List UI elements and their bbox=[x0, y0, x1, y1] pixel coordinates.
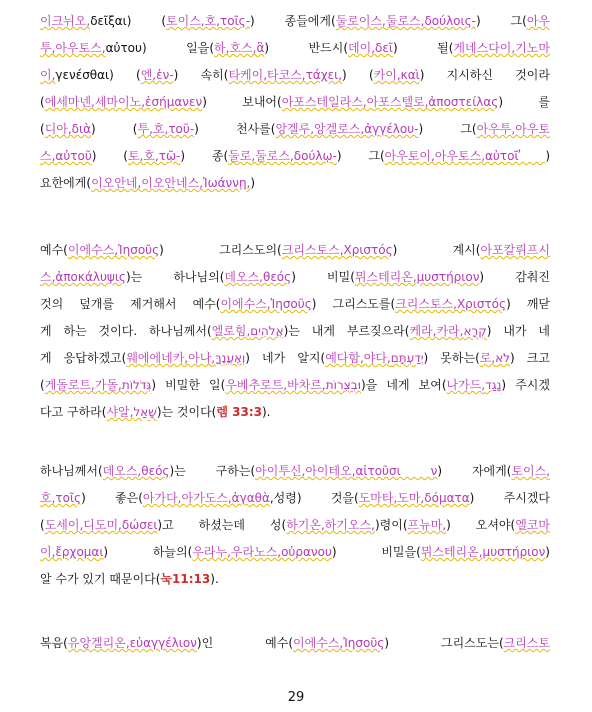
body-text: 것의 덮개를 제거해서 예수( bbox=[40, 297, 221, 311]
body-text: ) ( bbox=[342, 68, 374, 82]
paragraph bbox=[40, 630, 550, 657]
text-line bbox=[40, 116, 550, 143]
text-line bbox=[40, 264, 550, 291]
body-text: 하나님께서( bbox=[40, 464, 103, 478]
text-line bbox=[40, 170, 550, 197]
text-line bbox=[40, 630, 550, 657]
body-text: ) 비밀을( bbox=[331, 545, 421, 559]
text-line bbox=[40, 566, 550, 593]
body-text: )는 내게 부르짖으라( bbox=[283, 324, 410, 338]
body-text: )는 구하는( bbox=[169, 464, 256, 478]
transliteration-annotation: γενέσθαι bbox=[55, 68, 110, 82]
transliteration-annotation: 이에수스,Ἰησοῦς bbox=[293, 636, 385, 650]
transliteration-annotation: 이에수스,Ἰησοῦς bbox=[220, 297, 312, 311]
transliteration-annotation: 스,αὐτοῦ bbox=[40, 149, 92, 163]
body-text: )는 것이다( bbox=[156, 405, 217, 419]
transliteration-annotation: 투,호,τοῦ- bbox=[137, 122, 195, 136]
body-text: ) 하늘의( bbox=[103, 545, 193, 559]
body-text: ) 를 bbox=[498, 95, 550, 109]
body-text: ) 자에게( bbox=[437, 464, 512, 478]
transliteration-annotation: 게네스다이,기노마 bbox=[453, 41, 550, 55]
transliteration-annotation: 도세이,디도미,δώσει bbox=[44, 518, 158, 532]
text-line bbox=[40, 512, 550, 539]
text-line bbox=[40, 372, 550, 399]
transliteration-annotation: 앙겔루,앙겔로스,ἀγγέλου- bbox=[275, 122, 419, 136]
body-text: ) 그리스도는( bbox=[384, 636, 504, 650]
body-text: ) ( bbox=[126, 14, 167, 28]
transliteration-annotation: 엘코마 bbox=[515, 518, 550, 532]
body-text: ) 내가 네 bbox=[486, 324, 551, 338]
body-text: ) 주시겠 bbox=[501, 378, 550, 392]
body-text: ) 속히( bbox=[173, 68, 229, 82]
body-text: ) 못하는( bbox=[423, 351, 480, 365]
body-text: 게 응답하겠고( bbox=[40, 351, 127, 365]
transliteration-annotation: 에세마넨,세마이노,ἐσήμανεν bbox=[44, 95, 203, 109]
page-number: 29 bbox=[287, 690, 305, 705]
transliteration-annotation: 아우토이,아우토스,αὐτοῖ ̓ bbox=[384, 149, 546, 163]
body-text: )령이( bbox=[374, 518, 408, 532]
body-text: ). bbox=[261, 405, 271, 419]
body-text: 예수( bbox=[40, 243, 68, 257]
body-text: ) ( bbox=[91, 149, 128, 163]
body-text: ) ( bbox=[91, 122, 138, 136]
transliteration-annotation: 이오안네,이오안네스,Ἰωάννῃ, bbox=[91, 176, 251, 190]
transliteration-annotation: 데오스,θεός bbox=[102, 464, 170, 478]
body-text: ) 그리스도를( bbox=[311, 297, 396, 311]
transliteration-annotation: 스,ἀποκάλυψις bbox=[40, 270, 126, 284]
body-text: ,성령) 것을( bbox=[269, 491, 359, 505]
body-text: )는 하나님의( bbox=[125, 270, 225, 284]
body-text: 복음( bbox=[40, 636, 68, 650]
transliteration-annotation: 호,τοῖς bbox=[40, 491, 82, 505]
body-text: ) 그( bbox=[418, 122, 477, 136]
text-line bbox=[40, 399, 550, 426]
transliteration-annotation: 예다함,야다,יְדַעְתָּם bbox=[325, 351, 424, 365]
transliteration-annotation: δεῖξαι bbox=[90, 14, 127, 28]
transliteration-annotation: 크리스토스,Χριστός bbox=[281, 243, 393, 257]
body-text: ) 그( bbox=[336, 149, 385, 163]
body-text: )인 예수( bbox=[196, 636, 294, 650]
transliteration-annotation: 프뉴마, bbox=[407, 518, 447, 532]
transliteration-annotation: 둘로이스,둘로스,δούλοις- bbox=[335, 14, 476, 28]
text-line bbox=[40, 89, 550, 116]
transliteration-annotation: 나가드,נָגַד bbox=[446, 378, 502, 392]
transliteration-annotation: 케라,카라,קְרָא bbox=[409, 324, 487, 338]
text-line bbox=[40, 458, 550, 485]
transliteration-annotation: 게돌로트,가돌,גְּדֹלוֹת bbox=[44, 378, 152, 392]
transliteration-annotation: 이크뉘오, bbox=[40, 14, 91, 28]
transliteration-annotation: 카이,καὶ bbox=[373, 68, 420, 82]
body-text: 요한에게( bbox=[40, 176, 92, 190]
transliteration-annotation: 아포칼뤼프시 bbox=[480, 243, 550, 257]
body-text: ) 비밀한 일( bbox=[151, 378, 226, 392]
transliteration-annotation: 둘로,둘로스,δούλῳ- bbox=[228, 149, 337, 163]
transliteration-annotation: 토,호,τῷ- bbox=[127, 149, 181, 163]
body-text: ) bbox=[545, 545, 550, 559]
transliteration-annotation: 엔,ἐν- bbox=[140, 68, 174, 82]
transliteration-annotation: 크리스토스,Χριστός bbox=[395, 297, 507, 311]
body-text: 알 수가 있기 때문이다( bbox=[40, 572, 161, 586]
body-text: ) 깨닫 bbox=[506, 297, 551, 311]
text-line bbox=[40, 237, 550, 264]
transliteration-annotation: 우라누,우라노스,οὐρανου bbox=[192, 545, 332, 559]
text-line bbox=[40, 8, 550, 35]
body-text: ) 크고 bbox=[510, 351, 550, 365]
body-text: ( bbox=[40, 122, 45, 136]
transliteration-annotation: 아우투,아우토 bbox=[476, 122, 550, 136]
body-text: ) 종들에게( bbox=[250, 14, 336, 28]
paragraph bbox=[40, 458, 550, 593]
transliteration-annotation: 로,לֹא bbox=[479, 351, 511, 365]
body-text: 다고 구하라( bbox=[40, 405, 107, 419]
scripture-reference: 렘 33:3 bbox=[216, 405, 262, 419]
body-text: ) 천사를( bbox=[194, 122, 276, 136]
transliteration-annotation: 투,아우토스, bbox=[40, 41, 106, 55]
transliteration-annotation: 크리스토 bbox=[503, 636, 550, 650]
body-text: ) 그( bbox=[475, 14, 527, 28]
body-text: ). bbox=[210, 572, 219, 586]
body-text: ) bbox=[250, 176, 256, 190]
transliteration-annotation: 뮈스테리온,μυστήριον bbox=[420, 545, 546, 559]
body-text: ) ( bbox=[109, 68, 141, 82]
body-text: ) 계시( bbox=[392, 243, 481, 257]
transliteration-annotation: 데이,δεῖ bbox=[348, 41, 393, 55]
paragraph bbox=[40, 8, 550, 197]
transliteration-annotation: 우베추로트,바차르,וּבְצֻרוֹת bbox=[225, 378, 361, 392]
transliteration-annotation: 아이투신,아이테오,αἰτοῦσι ν bbox=[255, 464, 438, 478]
body-text: ) 좋은( bbox=[81, 491, 143, 505]
body-text: ) 될( bbox=[392, 41, 454, 55]
body-text: ) 오셔야( bbox=[446, 518, 516, 532]
transliteration-annotation: 도마타,도마,δόματα bbox=[358, 491, 470, 505]
body-text: ) 네가 알지( bbox=[245, 351, 326, 365]
transliteration-annotation: 아가다,아가도스,ἀγαθὰ bbox=[142, 491, 270, 505]
transliteration-annotation: 아포스테일라스,아포스텔로,ἀποστείλας bbox=[281, 95, 499, 109]
transliteration-annotation: 하,호스,ἃ bbox=[214, 41, 265, 55]
paragraph bbox=[40, 237, 550, 426]
text-line bbox=[40, 539, 550, 566]
transliteration-annotation: αὐτου bbox=[105, 41, 142, 55]
body-text: 게 하는 것이다. 하나님께서( bbox=[40, 324, 212, 338]
transliteration-annotation: 뮈스테리온,μυστήριον bbox=[354, 270, 480, 284]
transliteration-annotation: 아우 bbox=[526, 14, 550, 28]
text-line bbox=[40, 62, 550, 89]
transliteration-annotation: 토이스,호,τοῖς- bbox=[166, 14, 251, 28]
transliteration-annotation: 데오스,θεός bbox=[224, 270, 292, 284]
transliteration-annotation: 이, bbox=[40, 68, 56, 82]
transliteration-annotation: 디아,διὰ bbox=[44, 122, 91, 136]
body-text: ( bbox=[40, 518, 45, 532]
transliteration-annotation: 타케이,타코스,τάχει, bbox=[228, 68, 343, 82]
scripture-reference: 눅11:13 bbox=[160, 572, 211, 586]
text-line bbox=[40, 485, 550, 512]
body-text: ) 일을( bbox=[141, 41, 215, 55]
body-text: ) 감춰진 bbox=[479, 270, 550, 284]
transliteration-annotation: 샤알,שָׁאַל bbox=[106, 405, 157, 419]
text-line bbox=[40, 291, 550, 318]
transliteration-annotation: 엘로힘,אֱלֹהִים bbox=[211, 324, 284, 338]
text-line bbox=[40, 35, 550, 62]
transliteration-annotation: 이에수스,Ἰησοῦς bbox=[67, 243, 160, 257]
transliteration-annotation: 유앙겔리온,εὐαγγέλιον bbox=[67, 636, 197, 650]
text-line bbox=[40, 143, 550, 170]
body-text: )고 하셨는데 성( bbox=[157, 518, 287, 532]
body-text: ( bbox=[40, 378, 45, 392]
body-text: ) 보내어( bbox=[202, 95, 282, 109]
body-text: ) 반드시( bbox=[264, 41, 349, 55]
body-text: )을 네게 보여( bbox=[360, 378, 447, 392]
transliteration-annotation: 토이스, bbox=[511, 464, 551, 478]
body-text: ) 주시겠다 bbox=[469, 491, 550, 505]
body-text: ( bbox=[40, 95, 45, 109]
transliteration-annotation: 하기온,하기오스, bbox=[286, 518, 375, 532]
transliteration-annotation: 웨에에네카,아나,וְאֶעֱנֶךָּ bbox=[126, 351, 246, 365]
body-text: ) bbox=[545, 149, 551, 163]
body-text: ) 비밀( bbox=[291, 270, 355, 284]
text-line bbox=[40, 318, 550, 345]
body-text: ) 종( bbox=[180, 149, 229, 163]
body-text: ) 지시하신 것이라 bbox=[419, 68, 550, 82]
body-text: ) 그리스도의( bbox=[159, 243, 282, 257]
transliteration-annotation: 이,ἔρχομαι bbox=[40, 545, 104, 559]
text-line bbox=[40, 345, 550, 372]
